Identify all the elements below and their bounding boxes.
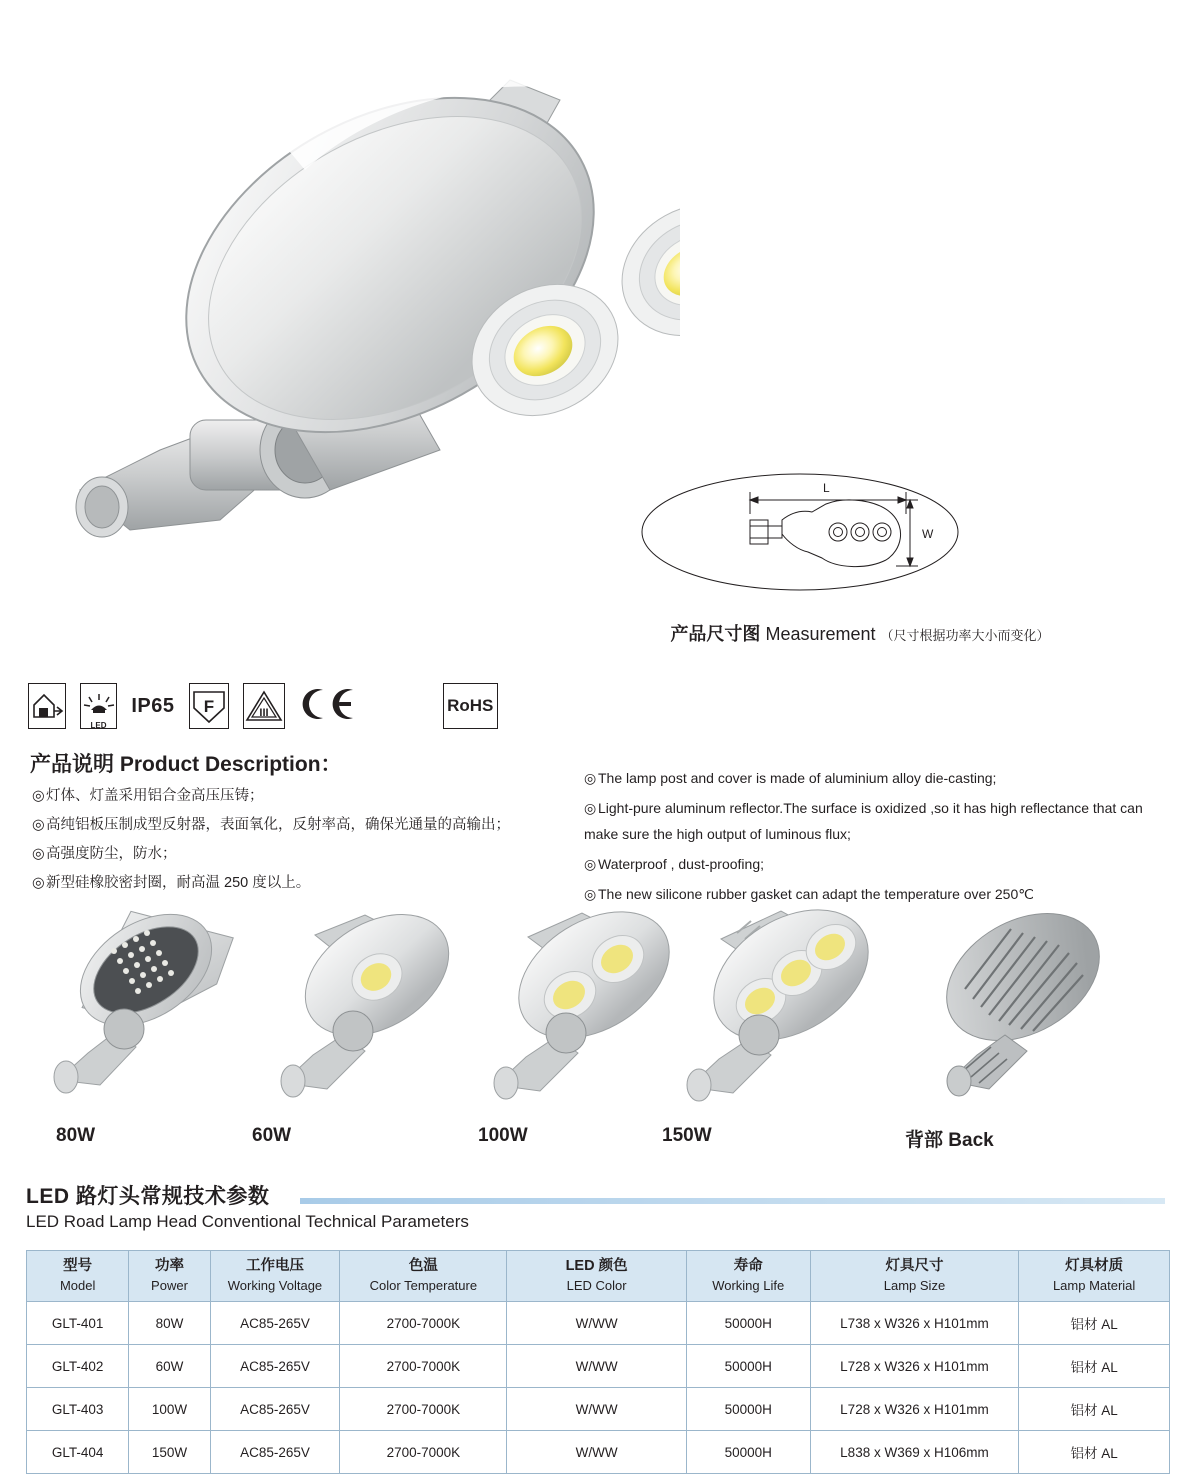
table-row bbox=[27, 1431, 1170, 1474]
cell-lamp-size: L738 x W326 x H101mm bbox=[810, 1302, 1019, 1345]
class-iii-icon bbox=[243, 683, 285, 729]
cell-color-temperature: 2700-7000K bbox=[340, 1302, 507, 1345]
cell-working-life: 50000H bbox=[686, 1388, 810, 1431]
list-item: ◎ The new silicone rubber gasket can adapt the temperature over 250℃ bbox=[584, 886, 1034, 902]
cell-power: 60W bbox=[129, 1345, 210, 1388]
cell-color-temperature: 2700-7000K bbox=[340, 1431, 507, 1474]
list-item: ◎灯体、灯盖采用铝合金高压压铸； bbox=[32, 788, 264, 804]
measurement-caption-cn: 产品尺寸图 bbox=[670, 624, 761, 644]
rohs-mark-icon bbox=[443, 683, 499, 729]
ccc-mark-icon bbox=[371, 686, 429, 727]
led-icon bbox=[80, 683, 118, 729]
cell-color-temperature: 2700-7000K bbox=[340, 1345, 507, 1388]
cell-led-color: W/WW bbox=[507, 1345, 686, 1388]
column-header-power: 功率 Power bbox=[129, 1251, 210, 1302]
cell-working-voltage: AC85-265V bbox=[210, 1302, 340, 1345]
product-description-en-list bbox=[584, 765, 1164, 911]
product-description-title-en: Product Description： bbox=[119, 753, 342, 776]
list-item: ◎ Waterproof , dust-proofing; bbox=[584, 856, 765, 872]
hero-product-image bbox=[40, 20, 680, 550]
ip65-mark: IP65 bbox=[131, 694, 175, 717]
measurement-diagram bbox=[640, 470, 1060, 600]
product-description-title bbox=[30, 748, 342, 778]
recessed-mount-icon bbox=[28, 683, 66, 729]
led-icon-label: LED bbox=[90, 721, 107, 730]
column-header-color-temperature: 色温 Color Temperature bbox=[340, 1251, 507, 1302]
parameters-heading-cn: LED 路灯头常规技术参数 bbox=[26, 1185, 270, 1208]
product-variant-back bbox=[905, 905, 1135, 1115]
table-row bbox=[27, 1302, 1170, 1345]
certification-icons bbox=[28, 678, 498, 734]
svg-text:F: F bbox=[203, 697, 214, 716]
list-item: ◎ The lamp post and cover is made of aluminium alloy die-casting; bbox=[584, 770, 997, 786]
cell-power: 150W bbox=[129, 1431, 210, 1474]
cell-lamp-size: L728 x W326 x H101mm bbox=[810, 1388, 1019, 1431]
table-row bbox=[27, 1388, 1170, 1431]
cell-model: GLT-404 bbox=[27, 1431, 129, 1474]
cell-led-color: W/WW bbox=[507, 1388, 686, 1431]
measure-label-l: L bbox=[823, 481, 830, 495]
product-label-60w: 60W bbox=[252, 1125, 292, 1146]
product-variant-150w bbox=[665, 905, 895, 1115]
column-header-lamp-material: 灯具材质 Lamp Material bbox=[1019, 1251, 1170, 1302]
cell-lamp-material: 铝材 AL bbox=[1019, 1388, 1170, 1431]
measurement-caption bbox=[560, 620, 1160, 646]
product-variant-80w bbox=[28, 905, 258, 1115]
list-item: ◎ Light-pure aluminum reflector.The surface is oxidized ,so it has high reflectance that can make sure the high output of luminous flux; bbox=[584, 800, 1143, 842]
measure-label-w: W bbox=[922, 527, 934, 541]
cell-working-life: 50000H bbox=[686, 1431, 810, 1474]
cell-power: 100W bbox=[129, 1388, 210, 1431]
column-header-working-life: 寿命 Working Life bbox=[686, 1251, 810, 1302]
table-row bbox=[27, 1345, 1170, 1388]
column-header-model: 型号 Model bbox=[27, 1251, 129, 1302]
list-item: ◎高纯铝板压制成型反射器，表面氧化，反射率高，确保光通量的高输出； bbox=[32, 817, 510, 833]
f-mark-icon bbox=[189, 683, 229, 729]
cell-led-color: W/WW bbox=[507, 1302, 686, 1345]
product-description-title-cn: 产品说明 bbox=[30, 753, 114, 776]
svg-text:III: III bbox=[258, 707, 269, 719]
cell-working-life: 50000H bbox=[686, 1345, 810, 1388]
column-header-lamp-size: 灯具尺寸 Lamp Size bbox=[810, 1251, 1019, 1302]
product-description-cn-list bbox=[32, 782, 552, 898]
cell-working-voltage: AC85-265V bbox=[210, 1388, 340, 1431]
cell-lamp-size: L728 x W326 x H101mm bbox=[810, 1345, 1019, 1388]
product-label-80w: 80W bbox=[56, 1125, 96, 1146]
cell-working-life: 50000H bbox=[686, 1302, 810, 1345]
product-label-back: 背部 Back bbox=[905, 1130, 994, 1151]
measurement-caption-en: Measurement bbox=[765, 624, 876, 644]
table-header-row bbox=[27, 1251, 1170, 1302]
cell-led-color: W/WW bbox=[507, 1431, 686, 1474]
cell-power: 80W bbox=[129, 1302, 210, 1345]
column-header-working-voltage: 工作电压 Working Voltage bbox=[210, 1251, 340, 1302]
cell-working-voltage: AC85-265V bbox=[210, 1431, 340, 1474]
column-header-led-color: LED 颜色 LED Color bbox=[507, 1251, 686, 1302]
cell-model: GLT-402 bbox=[27, 1345, 129, 1388]
rohs-label: RoHS bbox=[447, 696, 494, 715]
list-item: ◎高强度防尘，防水； bbox=[32, 846, 177, 862]
cell-model: GLT-401 bbox=[27, 1302, 129, 1345]
product-variant-60w bbox=[255, 905, 485, 1115]
cell-working-voltage: AC85-265V bbox=[210, 1345, 340, 1388]
product-label-100w: 100W bbox=[478, 1125, 528, 1146]
cell-color-temperature: 2700-7000K bbox=[340, 1388, 507, 1431]
product-label-150w: 150W bbox=[662, 1125, 712, 1146]
cell-lamp-material: 铝材 AL bbox=[1019, 1302, 1170, 1345]
ce-mark-icon bbox=[299, 684, 357, 729]
list-item: ◎新型硅橡胶密封圈，耐高温 250 度以上。 bbox=[32, 875, 311, 891]
cell-model: GLT-403 bbox=[27, 1388, 129, 1431]
cell-lamp-material: 铝材 AL bbox=[1019, 1345, 1170, 1388]
cell-lamp-material: 铝材 AL bbox=[1019, 1431, 1170, 1474]
measurement-caption-note: （尺寸根据功率大小而变化） bbox=[880, 628, 1050, 643]
cell-lamp-size: L838 x W369 x H106mm bbox=[810, 1431, 1019, 1474]
product-variants-row bbox=[0, 905, 1196, 1155]
parameters-heading bbox=[26, 1180, 1176, 1232]
technical-parameters-table bbox=[26, 1250, 1170, 1474]
parameters-heading-en: LED Road Lamp Head Conventional Technical Parameters bbox=[26, 1212, 469, 1231]
